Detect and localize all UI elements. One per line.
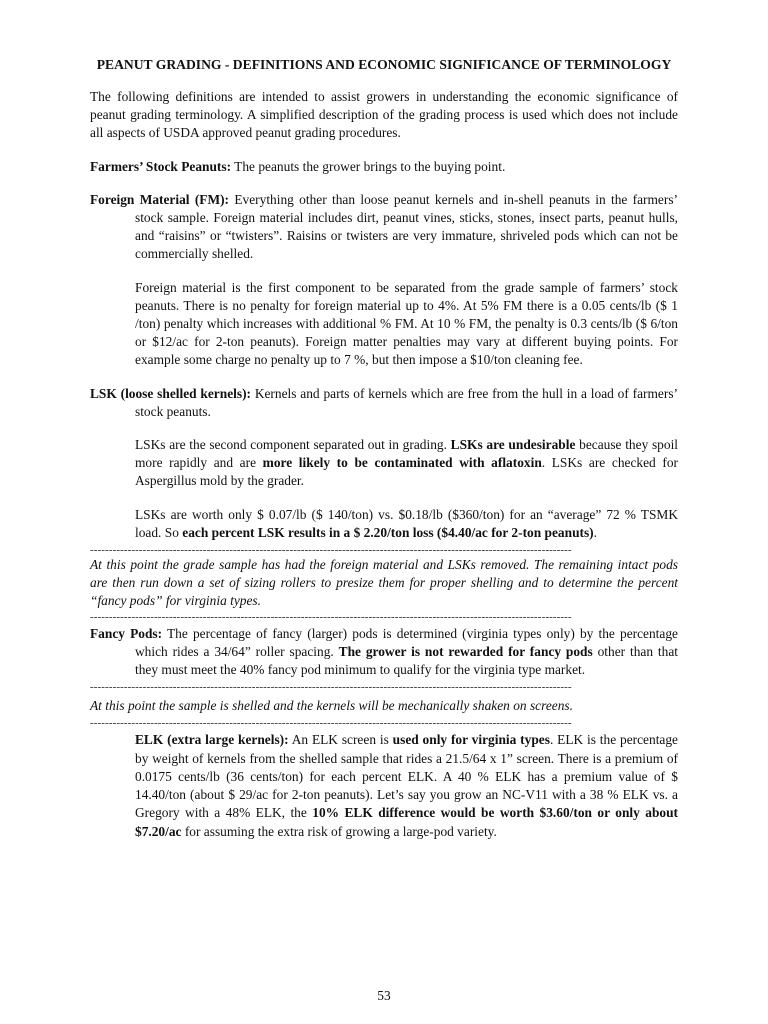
dashed-divider: -------------------------------------------------------------------------------------------------------------------------------- bbox=[90, 610, 572, 623]
lsk-p3-text-b: . bbox=[593, 524, 598, 540]
dashed-divider: -------------------------------------------------------------------------------------------------------------------------------- bbox=[90, 717, 572, 730]
elk-bold-b: 10% ELK difference would be worth $3.60/ton or only about $7.20/ac bbox=[135, 805, 678, 839]
elk-definition bbox=[90, 731, 678, 840]
fancy-pods-bold: The grower is not rewarded for fancy pods bbox=[338, 643, 593, 659]
grading-note-2: At this point the sample is shelled and the kernels will be mechanically shaken on screens. bbox=[90, 698, 573, 714]
lsk-paragraph-3 bbox=[90, 506, 678, 542]
lsk-text: Kernels and parts of kernels which are free from the hull in a load of farmers’ stock peanuts. bbox=[135, 385, 678, 419]
fsp-definition bbox=[90, 158, 678, 176]
page-number: 53 bbox=[377, 988, 391, 1003]
elk-text-b: . ELK is the percentage by weight of kernels from the shelled sample that rides a 21.5/64 x 1” screen. There is a premium of 0.0175 cents/lb (36 cents/ton) for each percent ELK. A 40 % ELK has a premium value of $ 14.40/ton (about $ 29/ac for 2-ton peanuts). Let’s say you grow an NC-V11 with a 38 % ELK vs. a Gregory with a 48% ELK, the bbox=[135, 732, 678, 821]
fancy-pods-text-b: other than that they must meet the 40% fancy pod minimum to qualify for the virginia type market. bbox=[135, 643, 678, 678]
fancy-pods-text-a: The percentage of fancy (larger) pods is determined (virginia types only) by the percentage which rides a 34/64” roller spacing. bbox=[135, 625, 678, 659]
lsk-term: LSK (loose shelled kernels): bbox=[90, 385, 251, 401]
fm-definition bbox=[90, 191, 678, 264]
fsp-text: The peanuts the grower brings to the buying point. bbox=[231, 158, 506, 174]
lsk-p2-bold-a: LSKs are undesirable bbox=[450, 437, 576, 453]
lsk-p3-bold: each percent LSK results in a $ 2.20/ton loss ($4.40/ac for 2-ton peanuts) bbox=[182, 524, 594, 540]
fancy-pods-definition bbox=[90, 625, 678, 680]
page-title: PEANUT GRADING - DEFINITIONS AND ECONOMIC SIGNIFICANCE OF TERMINOLOGY bbox=[96, 57, 672, 72]
fm-paragraph-2: Foreign material is the first component to be separated from the grade sample of farmers’ stock peanuts. There is no penalty for foreign material up to 4%. At 5% FM there is a 0.05 cents/lb ($ 1 /ton) penalty which increases with additional % FM. At 10 % FM, the penalty is 0.3 cents/lb ($ 6/ton or $12/ac for 2-ton peanuts). Foreign matter penalties may vary at different buying points. For example some charge no penalty up to 7 %, but then impose a $10/ton cleaning fee. bbox=[135, 279, 678, 368]
elk-text-a: An ELK screen is bbox=[288, 732, 393, 748]
dashed-divider: -------------------------------------------------------------------------------------------------------------------------------- bbox=[90, 544, 572, 557]
fm-text: Everything other than loose peanut kernels and in-shell peanuts in the farmers’ stock sample. Foreign material includes dirt, peanut vines, sticks, stones, insect parts, peanut hulls, and “raisins” or “twisters”. Raisins or twisters are very immature, shriveled pods which can not be commercially shelled. bbox=[135, 191, 678, 262]
elk-text-c: for assuming the extra risk of growing a large-pod variety. bbox=[181, 823, 497, 839]
elk-term: ELK (extra large kernels): bbox=[135, 732, 289, 748]
lsk-p2-bold-b: more likely to be contaminated with aflatoxin bbox=[262, 455, 542, 471]
fsp-term: Farmers’ Stock Peanuts: bbox=[90, 158, 232, 174]
fancy-pods-term: Fancy Pods: bbox=[90, 625, 163, 641]
elk-bold-a: used only for virginia types bbox=[392, 732, 550, 748]
lsk-p3-text-a: LSKs are worth only $ 0.07/lb ($ 140/ton) vs. $0.18/lb ($360/ton) for an “average” 72 % TSMK load. So bbox=[135, 506, 678, 540]
lsk-paragraph-2 bbox=[90, 436, 678, 491]
intro-paragraph: The following definitions are intended to assist growers in understanding the economic significance of peanut grading terminology. A simplified description of the grading process is used which does not include all aspects of USDA approved peanut grading procedures. bbox=[90, 89, 678, 141]
fm-term: Foreign Material (FM): bbox=[90, 191, 230, 207]
lsk-p2-text-b: because they spoil more rapidly and are bbox=[135, 437, 679, 471]
grading-note-1: At this point the grade sample has had the foreign material and LSKs removed. The remaining intact pods are then run down a set of sizing rollers to presize them for proper shelling and to determine the percent “fancy pods” for virginia types. bbox=[90, 557, 678, 609]
document-page bbox=[90, 56, 678, 841]
lsk-p2-text-a: LSKs are the second component separated out in grading. bbox=[135, 437, 451, 453]
lsk-p2-text-c: . LSKs are checked for Aspergillus mold by the grader. bbox=[135, 455, 678, 489]
lsk-definition bbox=[90, 385, 678, 421]
dashed-divider: -------------------------------------------------------------------------------------------------------------------------------- bbox=[90, 681, 572, 694]
